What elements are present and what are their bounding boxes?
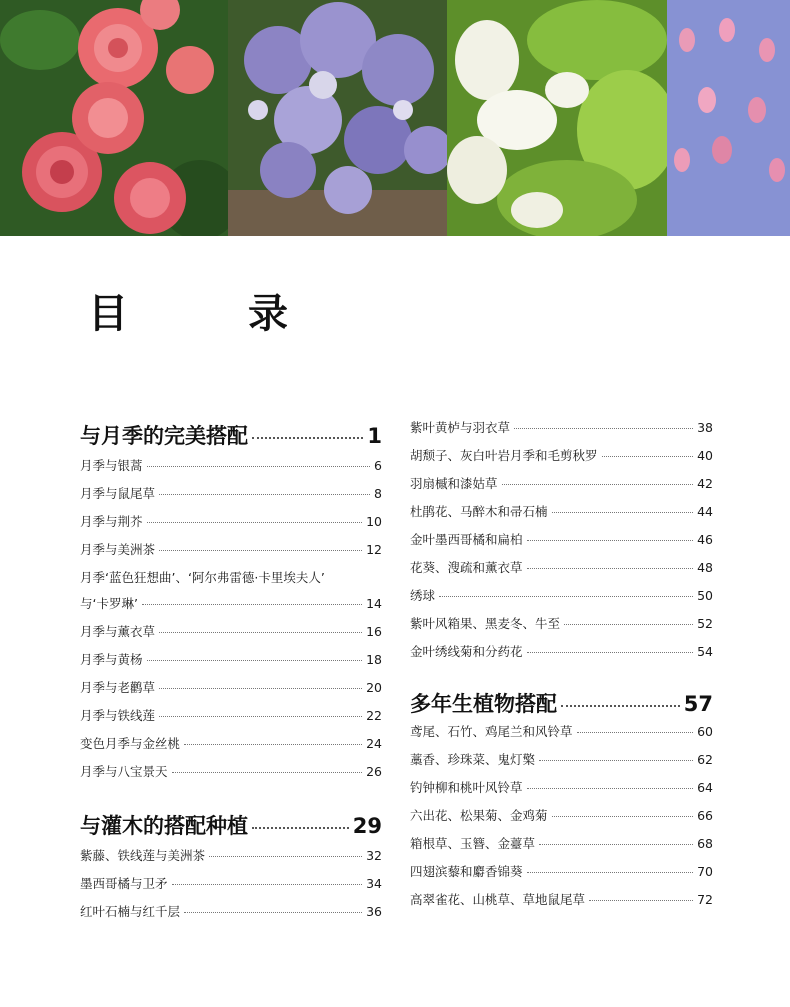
toc-entry[interactable] (410, 616, 713, 632)
entry-title: 高翠雀花、山桃草、草地鼠尾草 (410, 892, 586, 907)
entry-title: 金叶墨西哥橘和扁柏 (410, 532, 523, 547)
toc-section-heading[interactable] (80, 810, 382, 840)
leader-dots (147, 522, 363, 523)
entry-page: 18 (366, 652, 382, 667)
hydrangea-photo (228, 0, 447, 236)
entry-page: 36 (366, 904, 382, 919)
toc-entry[interactable] (80, 764, 382, 780)
toc-right-column (410, 420, 713, 908)
entry-page: 8 (374, 486, 382, 501)
leader-dots (209, 856, 362, 857)
entry-page: 12 (366, 542, 382, 557)
section-page: 1 (367, 424, 382, 448)
entry-title: 藁香、珍珠菜、鬼灯檠 (410, 752, 536, 767)
leader-dots (527, 568, 694, 569)
entry-page: 16 (366, 624, 382, 639)
leader-dots (147, 466, 371, 467)
leader-dots (159, 716, 362, 717)
section-title: 与灌木的搭配种植 (80, 814, 248, 838)
leader-dots (527, 652, 694, 653)
leader-dots (539, 844, 693, 845)
leader-dots (527, 540, 694, 541)
entry-title: 月季与荆芥 (80, 514, 143, 529)
leader-dots (564, 624, 693, 625)
entry-title: 箱根草、玉簪、金薹草 (410, 836, 536, 851)
leader-dots (159, 494, 370, 495)
entry-title: 钓钟柳和桃叶风铃草 (410, 780, 523, 795)
toc-entry[interactable] (80, 680, 382, 696)
entry-title: 月季与鼠尾草 (80, 486, 156, 501)
toc-entry[interactable] (410, 588, 713, 604)
entry-title: 羽扇槭和漆姑草 (410, 476, 498, 491)
toc-left-column (80, 420, 382, 920)
page-title: 目 录 (88, 291, 328, 337)
entry-page: 34 (366, 876, 382, 891)
toc-entry[interactable] (410, 560, 713, 576)
entry-title: 月季与薰衣草 (80, 624, 156, 639)
entry-page: 38 (697, 420, 713, 435)
toc-entry[interactable] (410, 504, 713, 520)
toc-entry[interactable] (410, 780, 713, 796)
toc-entry[interactable] (80, 458, 382, 474)
entry-page: 14 (366, 596, 382, 611)
entry-title-line2: 与‘卡罗琳’ (80, 596, 138, 611)
leader-dots (527, 872, 694, 873)
leader-dots (159, 632, 362, 633)
toc-entry[interactable] (410, 644, 713, 660)
entry-page: 60 (697, 724, 713, 739)
leader-dots (502, 484, 694, 485)
toc-entry[interactable] (410, 476, 713, 492)
entry-page: 6 (374, 458, 382, 473)
toc-entry[interactable] (80, 652, 382, 668)
section-page: 29 (352, 814, 382, 838)
entry-title: 月季与铁线莲 (80, 708, 156, 723)
toc-entry[interactable] (80, 486, 382, 502)
entry-title: 月季与美洲茶 (80, 542, 156, 557)
entry-title: 杜鹃花、马醉木和帚石楠 (410, 504, 548, 519)
entry-title: 胡颓子、灰白叶岩月季和毛剪秋罗 (410, 448, 598, 463)
toc-entry[interactable] (410, 448, 713, 464)
toc-entry[interactable] (80, 542, 382, 558)
leader-dots (561, 705, 680, 707)
section-title: 与月季的完美搭配 (80, 424, 248, 448)
toc-section-heading[interactable] (80, 420, 382, 450)
rose-photo (0, 0, 228, 236)
toc-entry[interactable] (80, 708, 382, 724)
entry-title: 绣球 (410, 588, 436, 603)
toc-entry[interactable] (80, 736, 382, 752)
toc-entry[interactable] (80, 904, 382, 920)
entry-title: 红叶石楠与红千层 (80, 904, 181, 919)
entry-page: 24 (366, 736, 382, 751)
entry-title: 月季与老鹳草 (80, 680, 156, 695)
entry-page: 62 (697, 752, 713, 767)
photo-strip (0, 0, 790, 236)
toc-entry[interactable] (80, 514, 382, 530)
entry-page: 22 (366, 708, 382, 723)
entry-title: 紫藤、铁线莲与美洲茶 (80, 848, 206, 863)
toc-entry[interactable] (80, 624, 382, 640)
entry-title: 月季与八宝景天 (80, 764, 168, 779)
toc-entry[interactable] (410, 752, 713, 768)
leader-dots (159, 550, 362, 551)
leader-dots (552, 512, 694, 513)
toc-entry[interactable] (410, 420, 713, 436)
tulip-forget-me-not-photo (667, 0, 790, 236)
toc-entry[interactable] (410, 808, 713, 824)
leader-dots (439, 596, 693, 597)
toc-section-heading[interactable] (410, 688, 713, 718)
entry-page: 26 (366, 764, 382, 779)
leader-dots (252, 827, 349, 829)
toc-entry[interactable] (410, 836, 713, 852)
entry-page: 70 (697, 864, 713, 879)
white-flowering-shrub-photo (447, 0, 667, 236)
entry-title: 金叶绣线菊和分药花 (410, 644, 523, 659)
leader-dots (147, 660, 363, 661)
toc-entry[interactable] (80, 848, 382, 864)
leader-dots (252, 437, 363, 439)
toc-entry[interactable] (410, 724, 713, 740)
toc-entry[interactable] (410, 892, 713, 908)
entry-page: 54 (697, 644, 713, 659)
entry-page: 42 (697, 476, 713, 491)
entry-title: 六出花、松果菊、金鸡菊 (410, 808, 548, 823)
toc-entry[interactable] (80, 876, 382, 892)
entry-title: 紫叶黄栌与羽衣草 (410, 420, 511, 435)
entry-title: 四翅滨藜和麝香锦葵 (410, 864, 523, 879)
entry-page: 44 (697, 504, 713, 519)
entry-page: 50 (697, 588, 713, 603)
leader-dots (552, 816, 694, 817)
entry-title: 鸢尾、石竹、鸡尾兰和风铃草 (410, 724, 573, 739)
entry-page: 20 (366, 680, 382, 695)
leader-dots (527, 788, 694, 789)
entry-page: 66 (697, 808, 713, 823)
entry-page: 72 (697, 892, 713, 907)
leader-dots (602, 456, 694, 457)
leader-dots (172, 772, 363, 773)
leader-dots (172, 884, 363, 885)
leader-dots (514, 428, 693, 429)
entry-title: 紫叶风箱果、黑麦冬、牛至 (410, 616, 561, 631)
entry-title: 花葵、溲疏和薰衣草 (410, 560, 523, 575)
entry-page: 64 (697, 780, 713, 795)
toc-entry[interactable] (410, 532, 713, 548)
leader-dots (184, 912, 362, 913)
leader-dots (539, 760, 693, 761)
entry-page: 32 (366, 848, 382, 863)
section-title: 多年生植物搭配 (410, 692, 557, 716)
entry-page: 52 (697, 616, 713, 631)
entry-title: 月季与黄杨 (80, 652, 143, 667)
entry-title: 变色月季与金丝桃 (80, 736, 181, 751)
leader-dots (142, 604, 362, 605)
leader-dots (589, 900, 693, 901)
entry-page: 46 (697, 532, 713, 547)
leader-dots (184, 744, 362, 745)
section-page: 57 (683, 692, 713, 716)
toc-entry[interactable] (80, 570, 382, 612)
leader-dots (577, 732, 694, 733)
entry-title: 墨西哥橘与卫矛 (80, 876, 168, 891)
entry-title: 月季与银蒿 (80, 458, 143, 473)
entry-title-line1: 月季‘蓝色狂想曲’、‘阿尔弗雷德·卡里埃夫人’ (80, 570, 325, 585)
leader-dots (159, 688, 362, 689)
entry-page: 48 (697, 560, 713, 575)
toc-entry[interactable] (410, 864, 713, 880)
entry-page: 68 (697, 836, 713, 851)
entry-page: 40 (697, 448, 713, 463)
entry-page: 10 (366, 514, 382, 529)
